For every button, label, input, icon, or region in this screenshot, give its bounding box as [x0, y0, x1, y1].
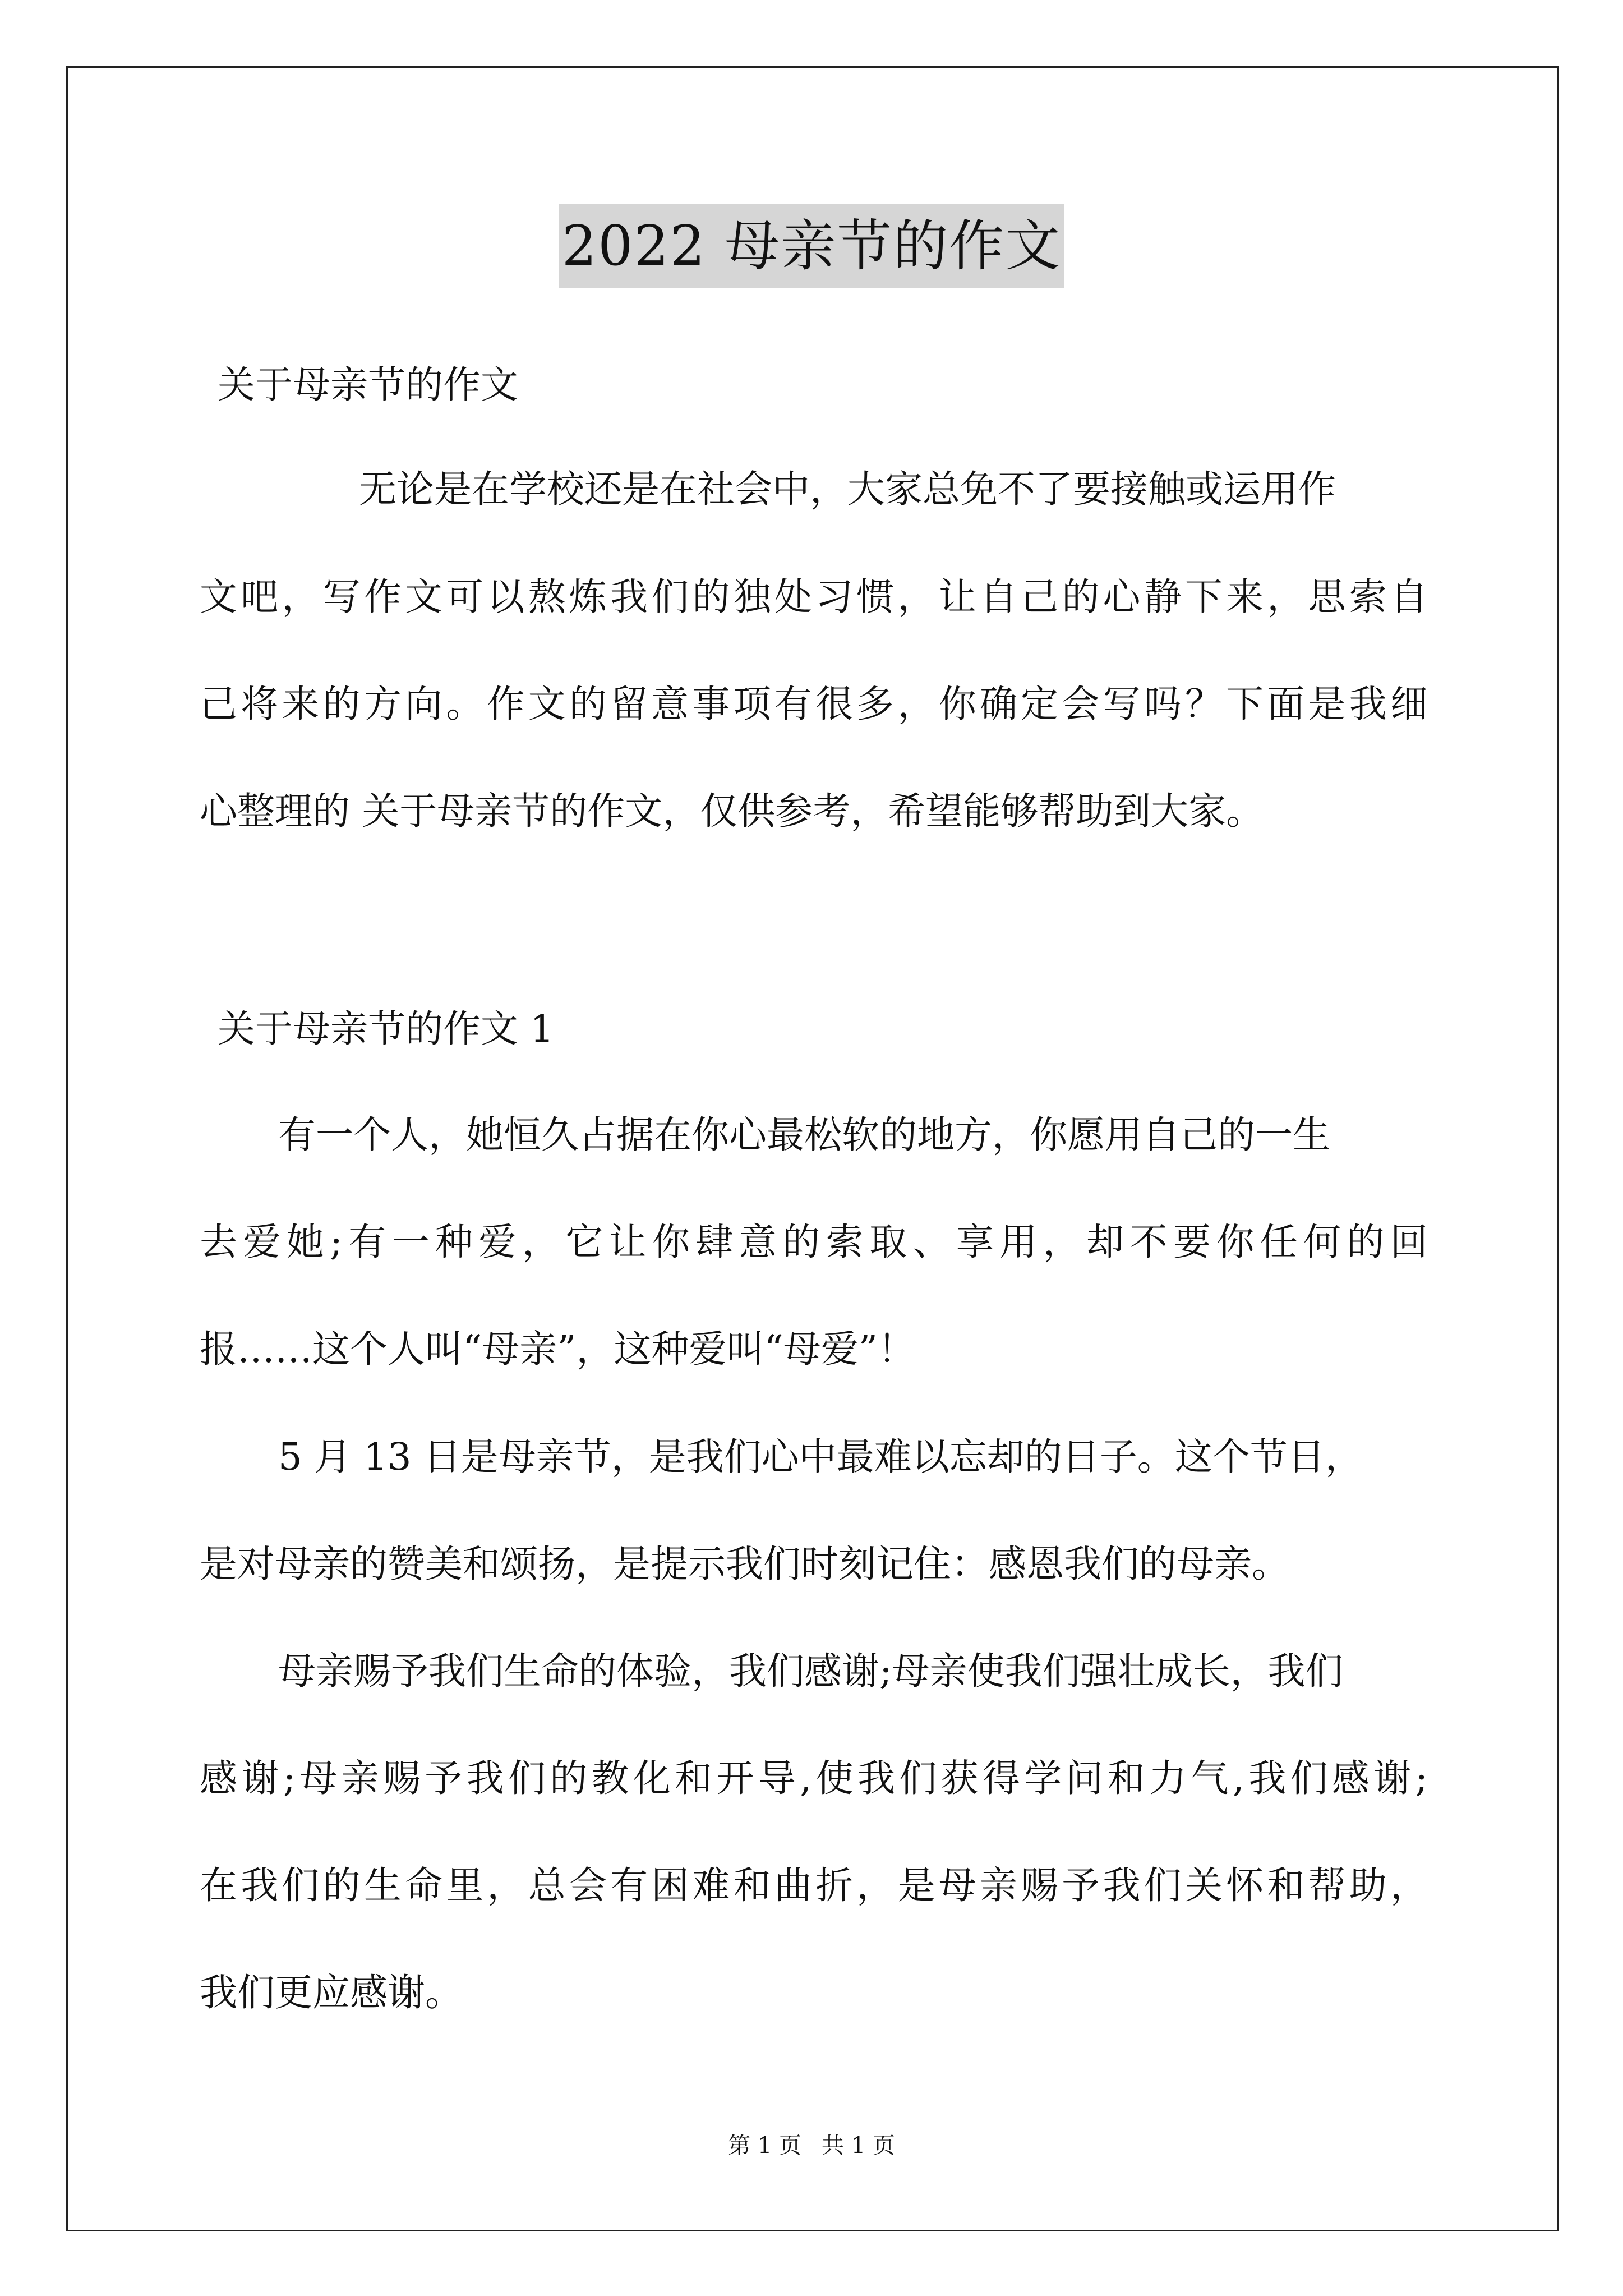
intro-line: 文吧，写作文可以熬炼我们的独处习惯，让自己的心静下来，思索自	[200, 575, 1428, 619]
page-footer	[0, 2129, 1623, 2162]
section-heading: 关于母亲节的作文 1	[218, 1007, 554, 1051]
paragraph-line: 报……这个人叫“母亲”，这种爱叫“母爱”！	[200, 1327, 916, 1371]
paragraph-line: 是对母亲的赞美和颂扬，是提示我们时刻记住：感恩我们的母亲。	[200, 1542, 1289, 1586]
page-total: 共 1 页	[822, 2133, 895, 2159]
page-number: 第 1 页	[728, 2133, 801, 2159]
document-title: 2022 母亲节的作文	[559, 204, 1065, 288]
paragraph-line: 感谢;母亲赐予我们的教化和开导,使我们获得学问和力气,我们感谢;	[200, 1756, 1428, 1800]
intro-line: 己将来的方向。作文的留意事项有很多，你确定会写吗？下面是我细	[200, 682, 1428, 726]
section-heading: 关于母亲节的作文	[218, 363, 518, 407]
intro-line: 心整理的 关于母亲节的作文，仅供参考，希望能够帮助到大家。	[200, 789, 1264, 833]
paragraph-line: 我们更应感谢。	[200, 1971, 463, 2014]
paragraph-line: 5 月 13 日是母亲节，是我们心中最难以忘却的日子。这个节日，	[278, 1435, 1363, 1479]
paragraph-line: 有一个人，她恒久占据在你心最松软的地方，你愿用自己的一生	[278, 1113, 1330, 1157]
paragraph-line: 在我们的生命里，总会有困难和曲折，是母亲赐予我们关怀和帮助，	[200, 1864, 1428, 1907]
intro-line: 无论是在学校还是在社会中，大家总免不了要接触或运用作	[359, 467, 1336, 511]
paragraph-line: 去爱她;有一种爱，它让你肆意的索取、享用，却不要你任何的回	[200, 1220, 1428, 1264]
paragraph-line: 母亲赐予我们生命的体验，我们感谢;母亲使我们强壮成长，我们	[278, 1649, 1343, 1693]
title-container	[0, 204, 1623, 288]
